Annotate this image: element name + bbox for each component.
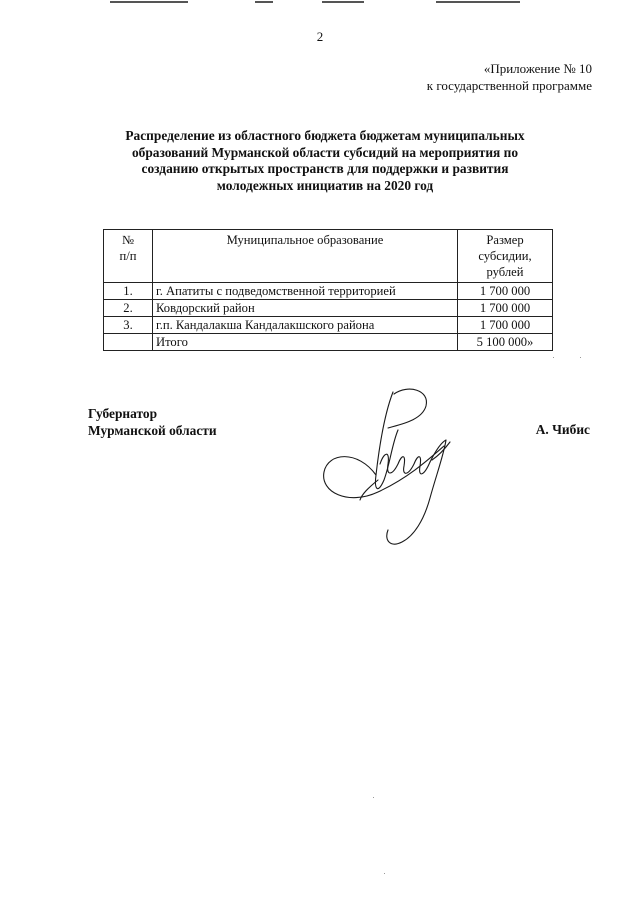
subsidy-table (103, 229, 553, 351)
table-header-row (104, 230, 553, 283)
handwritten-signature (318, 380, 488, 550)
header-amount-line-1: Размер (486, 233, 524, 247)
total-number (104, 334, 153, 351)
header-number-line-1: № (121, 233, 135, 247)
table-row (104, 317, 553, 334)
appendix-line-1: «Приложение № 10 (483, 61, 592, 76)
scan-edge-marks (0, 0, 640, 4)
row-municipality: Ковдорский район (153, 300, 458, 317)
row-number: 3. (104, 317, 153, 334)
row-number: 2. (104, 300, 153, 317)
scan-speck (580, 357, 581, 358)
document-title: Распределение из областного бюджета бюджетам муниципальных образований Мурманской области субсидий на мероприятия по созданию открытых пространств для поддержки и развития молодежных инициатив на 2020 год (125, 128, 525, 193)
table-row (104, 283, 553, 300)
row-amount: 1 700 000 (458, 317, 553, 334)
header-amount-line-3: рублей (486, 265, 524, 279)
table-row (104, 300, 553, 317)
scan-speck (373, 797, 374, 798)
signatory-position-line-1: Губернатор (88, 406, 158, 421)
row-amount: 1 700 000 (458, 300, 553, 317)
header-amount-line-2: субсидии, (478, 249, 532, 263)
header-number (104, 230, 153, 283)
appendix-line-2: к государственной программе (426, 78, 592, 93)
row-municipality: г.п. Кандалакша Кандалакшского района (153, 317, 458, 334)
page-number: 2 (316, 29, 324, 44)
total-label: Итого (153, 334, 458, 351)
appendix-reference (427, 60, 592, 94)
signatory-position (88, 405, 217, 439)
signatory-position-line-2: Мурманской области (88, 423, 217, 438)
scan-speck (553, 357, 554, 358)
row-amount: 1 700 000 (458, 283, 553, 300)
total-amount: 5 100 000» (458, 334, 553, 351)
header-amount (458, 230, 553, 283)
row-municipality: г. Апатиты с подведомственной территорией (153, 283, 458, 300)
header-number-line-2: п/п (119, 249, 137, 263)
signatory-name: А. Чибис (535, 422, 590, 437)
header-municipality: Муниципальное образование (153, 230, 458, 283)
table-total-row (104, 334, 553, 351)
scan-speck (384, 873, 385, 874)
row-number: 1. (104, 283, 153, 300)
